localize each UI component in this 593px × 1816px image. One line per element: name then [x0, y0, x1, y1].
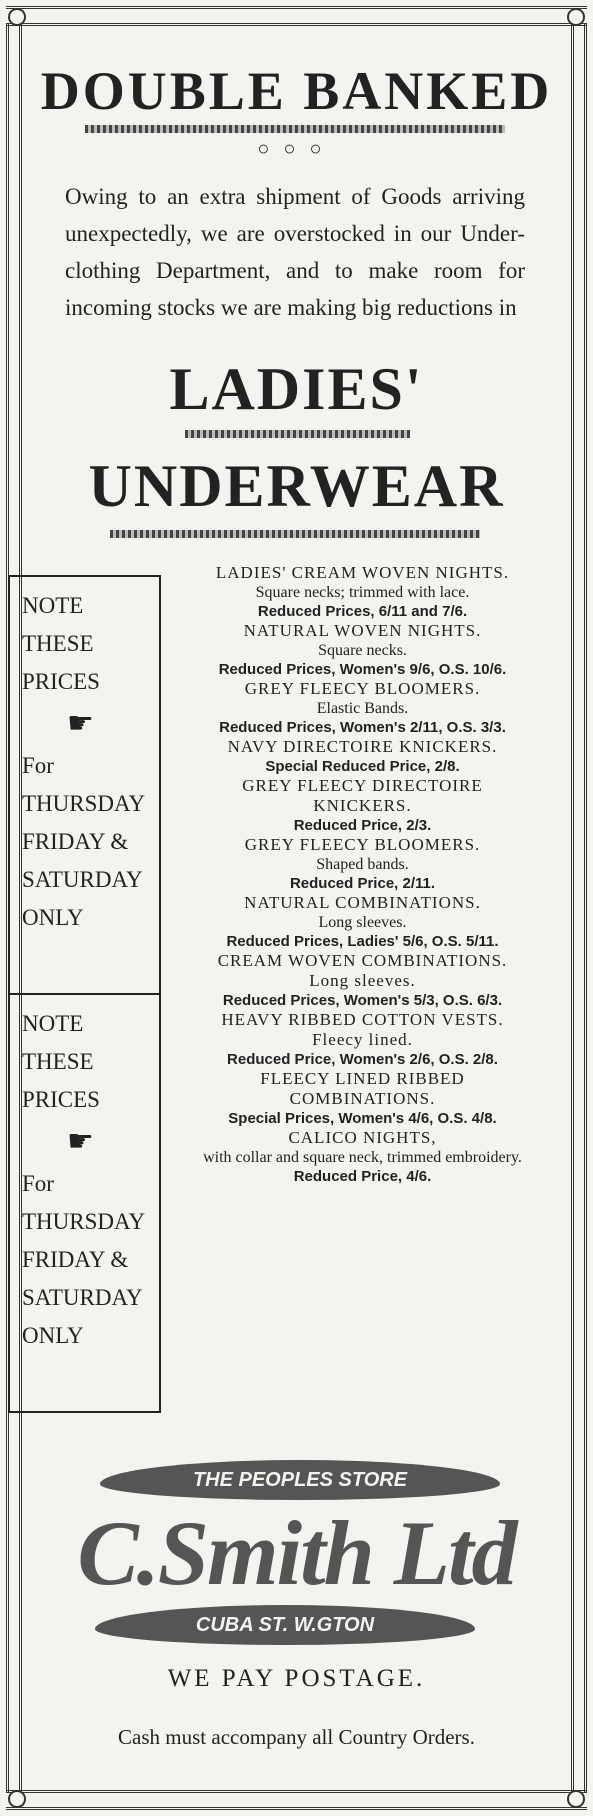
note-text: THURSDAY — [22, 791, 146, 816]
list-item: FLEECY LINED RIBBED COMBINATIONS. Special Prices, Women's 4/6, O.S. 4/8. — [228, 1069, 497, 1127]
title-underwear: UNDERWEAR — [88, 453, 505, 519]
note-box — [8, 993, 161, 1413]
title-underline — [110, 530, 480, 538]
price-list — [200, 563, 525, 1186]
note-text: NOTE — [22, 593, 84, 618]
note-text: THESE — [22, 631, 94, 656]
note-text: NOTE — [22, 1011, 84, 1036]
pointing-hand-icon: ☛ — [67, 707, 94, 740]
ring-ornaments: ○○○ — [257, 138, 336, 160]
store-banner-top: THE PEOPLES STORE — [100, 1460, 500, 1500]
note-text: FRIDAY & — [22, 829, 129, 854]
note-text: SATURDAY — [22, 867, 143, 892]
list-item: HEAVY RIBBED COTTON VESTS. Fleecy lined. Reduced Price, Women's 2/6, O.S. 2/8. — [221, 1010, 504, 1068]
note-text: THESE — [22, 1049, 94, 1074]
list-item: NATURAL COMBINATIONS. Long sleeves. Reduced Prices, Ladies' 5/6, O.S. 5/11. — [226, 893, 499, 950]
note-text: THURSDAY — [22, 1209, 146, 1234]
corner-ornament — [567, 8, 585, 26]
list-item: GREY FLEECY BLOOMERS. Shaped bands. Reduced Price, 2/11. — [244, 835, 481, 892]
store-banner-bottom: CUBA ST. W.GTON — [95, 1605, 475, 1645]
note-text: SATURDAY — [22, 1285, 143, 1310]
corner-ornament — [8, 1790, 26, 1808]
list-item: NATURAL WOVEN NIGHTS. Square necks. Reduced Prices, Women's 9/6, O.S. 10/6. — [218, 621, 507, 678]
border-bottom — [6, 1790, 587, 1810]
headline: DOUBLE BANKED — [40, 61, 553, 121]
cash-notice: Cash must accompany all Country Orders. — [118, 1725, 475, 1749]
list-item: NAVY DIRECTOIRE KNICKERS. Special Reduced Price, 2/8. — [227, 737, 498, 775]
title-underline — [185, 430, 410, 438]
list-item: GREY FLEECY BLOOMERS. Elastic Bands. Reduced Prices, Women's 2/11, O.S. 3/3. — [219, 679, 506, 736]
note-text: PRICES — [22, 669, 100, 694]
headline-underline — [85, 125, 505, 133]
note-text: PRICES — [22, 1087, 100, 1112]
title-ladies: LADIES' — [169, 356, 424, 422]
list-item: CALICO NIGHTS, with collar and square neck, trimmed embroidery. Reduced Price, 4/6. — [203, 1128, 522, 1185]
note-text: ONLY — [22, 1323, 84, 1348]
corner-ornament — [567, 1790, 585, 1808]
list-item: GREY FLEECY DIRECTOIRE KNICKERS. Reduced Price, 2/3. — [242, 776, 483, 834]
intro-paragraph: Owing to an extra shipment of Goods arriving unexpectedly, we are overstocked in our Under-clothing Department, and to make room for incoming stocks we are making big reductions in — [65, 184, 525, 320]
note-box — [8, 575, 161, 995]
note-text: For — [22, 1171, 54, 1196]
postage-notice: WE PAY POSTAGE. — [167, 1665, 426, 1692]
note-text: For — [22, 753, 54, 778]
note-text: ONLY — [22, 905, 84, 930]
pointing-hand-icon: ☛ — [67, 1125, 94, 1158]
list-item: CREAM WOVEN COMBINATIONS. Long sleeves. Reduced Prices, Women's 5/3, O.S. 6/3. — [217, 951, 508, 1009]
store-logo: C.Smith Ltd — [77, 1502, 516, 1604]
list-item: LADIES' CREAM WOVEN NIGHTS. Square necks; trimmed with lace. Reduced Prices, 6/11 and 7/6. — [215, 563, 510, 620]
note-text: FRIDAY & — [22, 1247, 129, 1272]
corner-ornament — [8, 8, 26, 26]
border-top — [6, 6, 587, 26]
